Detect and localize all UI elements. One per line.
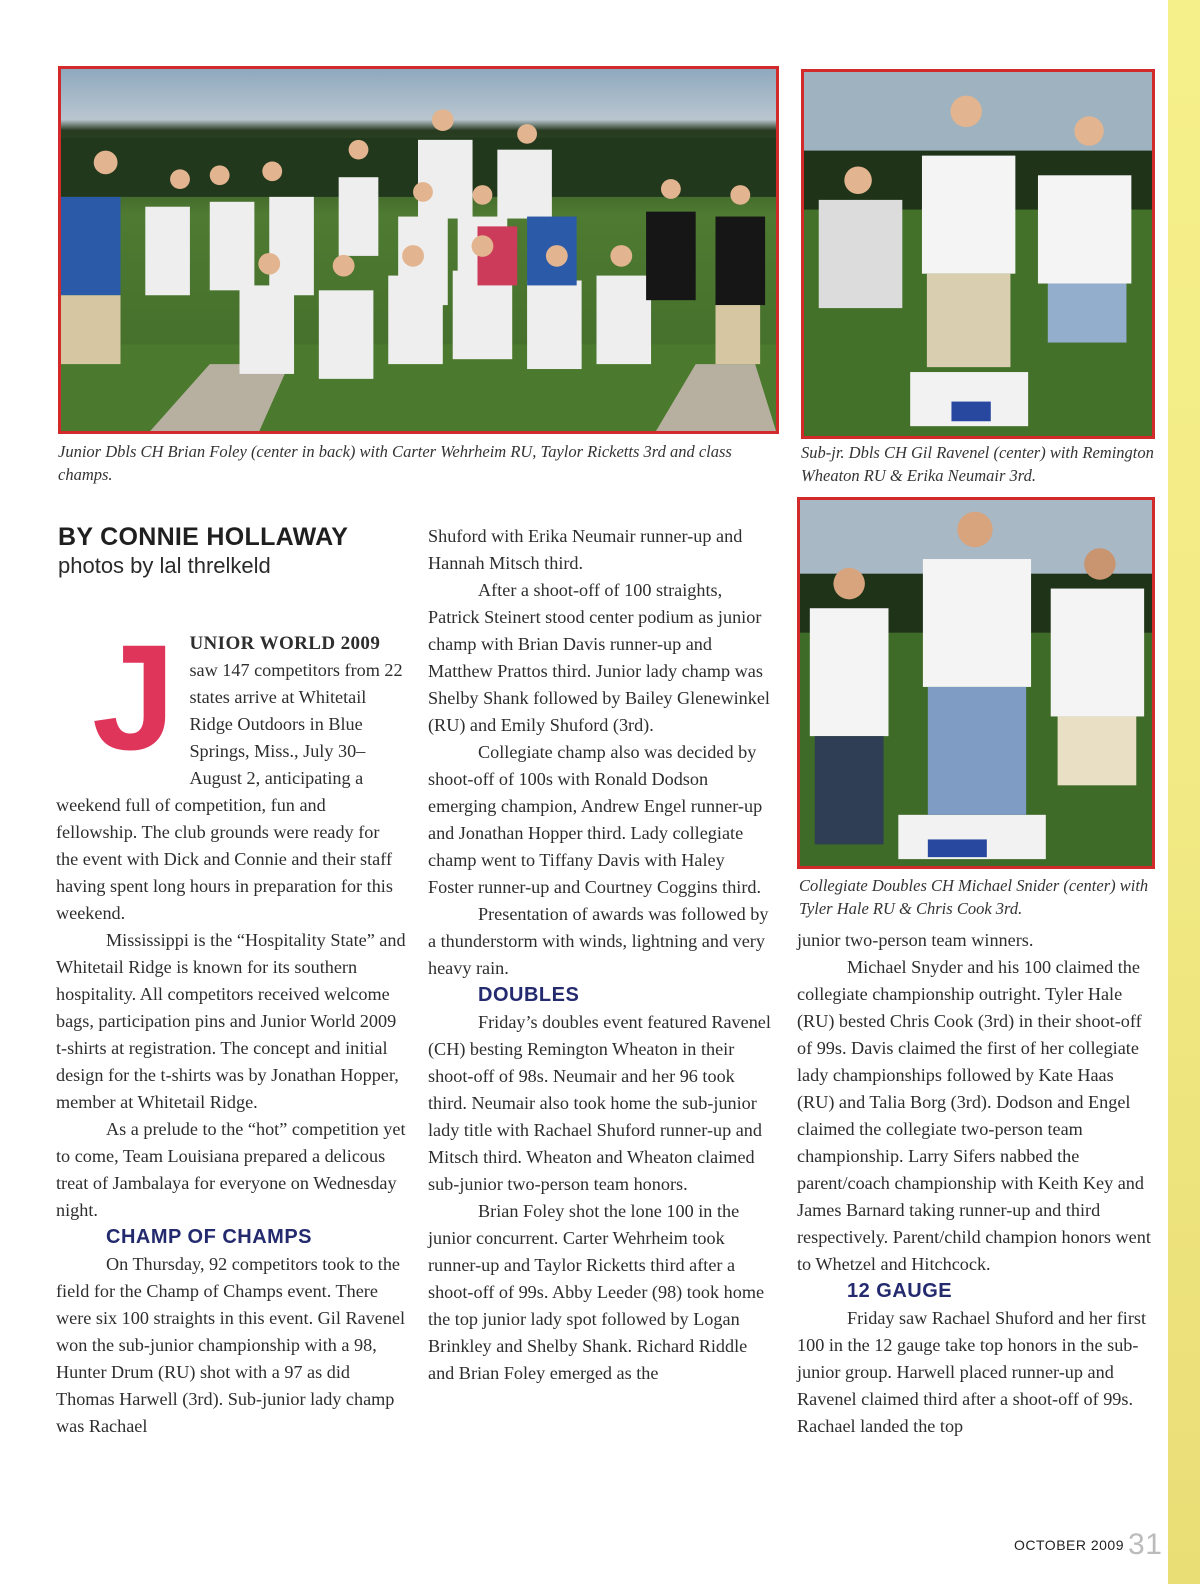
sub-junior-podium-caption: Sub-jr. Dbls CH Gil Ravenel (center) with Remington Wheaton RU & Erika Neumair 3rd. [801, 443, 1154, 485]
article-paragraph-4-cont: Shuford with Erika Neumair runner-up and Hannah Mitsch third. [428, 526, 743, 573]
article-paragraph-8: Friday’s doubles event featured Ravenel (CH) besting Remington Wheaton in their shoot-off of 98s. Neumair and her 96 took third. Neumair also took home the sub-junior lady title with Rachael Shuford runner-up and Mitsch third. Wheaton and Wheaton claimed sub-junior two-person team honors. [428, 1012, 771, 1194]
article-paragraph-2: Mississippi is the “Hospitality State” and Whitetail Ridge is known for its southern hospitality. All competitors received welcome bags, participation pins and Junior World 2009 t-shirts at registration. The concept and initial design for the t-shirts was by Jonathan Hopper, member at Whitetail Ridge. [56, 930, 406, 1112]
group-photo-caption: Junior Dbls CH Brian Foley (center in back) with Carter Wehrheim RU, Taylor Ricketts 3rd and class champs. [58, 442, 732, 484]
article-paragraph-6: Collegiate champ also was decided by shoot-off of 100s with Ronald Dodson emerging champion, Andrew Engel runner-up and Jonathan Hopper third. Lady collegiate champ went to Tiffany Davis with Haley Foster runner-up and Courtney Coggins third. [428, 742, 763, 897]
lead-in: UNIOR WORLD 2009 [189, 633, 381, 654]
article-column-2 [428, 523, 774, 1387]
paragraph-1-text: saw 147 competitors from 22 states arrive at Whitetail Ridge Outdoors in Blue Springs, Miss., July 30–August 2, anticipating a weekend full of competition, fun and fellowship. The club grounds were ready for the event with Dick and Connie and their staff having spent long hours in preparation for this weekend. [56, 660, 403, 923]
byline [58, 522, 408, 580]
heading-12-gauge: 12 GAUGE [847, 1280, 953, 1302]
photographer-line: photos by lal threlkeld [58, 553, 271, 578]
article-paragraph-11: Friday saw Rachael Shuford and her first 100 in the 12 gauge take top honors in the sub-junior group. Harwell placed runner-up and Ravenel claimed third after a shoot-off of 99s. Rachael landed the top [797, 1308, 1147, 1436]
article-paragraph-1 [56, 613, 406, 927]
heading-champ-of-champs: CHAMP OF CHAMPS [106, 1226, 313, 1248]
article-paragraph-3: As a prelude to the “hot” competition yet to come, Team Louisiana prepared a delicous treat of Jambalaya for everyone on Wednesday night. [56, 1119, 406, 1220]
article-paragraph-9: Brian Foley shot the lone 100 in the junior concurrent. Carter Wehrheim took runner-up and Taylor Ricketts third after a shoot-off of 99s. Abby Leeder (98) took home the top junior lady spot followed by Logan Brinkley and Shelby Shank. Richard Riddle and Brian Foley emerged as the [428, 1201, 765, 1383]
group-photo [58, 66, 779, 434]
heading-doubles: DOUBLES [478, 984, 580, 1006]
group-photo-art [61, 69, 776, 431]
page-edge-strip [1168, 0, 1200, 1584]
article-column-1 [56, 613, 406, 1440]
page-number: 31 [1128, 1528, 1163, 1561]
author-line: BY CONNIE HOLLAWAY [58, 523, 349, 551]
sub-junior-podium-photo [801, 69, 1155, 439]
issue-date: OCTOBER 2009 [1014, 1537, 1125, 1553]
article-paragraph-7: Presentation of awards was followed by a thunderstorm with winds, lightning and very heavy rain. [428, 904, 769, 978]
collegiate-podium-art [800, 500, 1152, 866]
sub-junior-podium-art [804, 72, 1152, 436]
collegiate-podium-caption: Collegiate Doubles CH Michael Snider (center) with Tyler Hale RU & Chris Cook 3rd. [799, 876, 1149, 918]
collegiate-podium-photo [797, 497, 1155, 869]
page-footer [1014, 1528, 1162, 1562]
article-paragraph-5: After a shoot-off of 100 straights, Patrick Steinert stood center podium as junior champ with Brian Davis runner-up and Matthew Prattos third. Junior lady champ was Shelby Shank followed by Bailey Glenewinkel (RU) and Emily Shuford (3rd). [428, 580, 770, 735]
article-paragraph-10: Michael Snyder and his 100 claimed the collegiate championship outright. Tyler Hale (RU) bested Chris Cook (3rd) in their shoot-off of 99s. Davis claimed the first of her collegiate lady championships followed by Kate Haas (RU) and Talia Borg (3rd). Dodson and Engel claimed the collegiate two-person team championship. Larry Sifers nabbed the parent/coach championship with Keith Key and James Barnard taking runner-up and third respectively. Parent/child champion honors went to Whetzel and Hitchcock. [797, 957, 1151, 1274]
article-paragraph-4: On Thursday, 92 competitors took to the field for the Champ of Champs event. There were six 100 straights in this event. Gil Ravenel won the sub-junior championship with a 98, Hunter Drum (RU) shot with a 97 as did Thomas Harwell (3rd). Sub-junior lady champ was Rachael [56, 1254, 406, 1436]
article-paragraph-9-cont: junior two-person team winners. [797, 930, 1034, 950]
article-column-3 [797, 927, 1153, 1440]
drop-cap: J [92, 613, 176, 781]
